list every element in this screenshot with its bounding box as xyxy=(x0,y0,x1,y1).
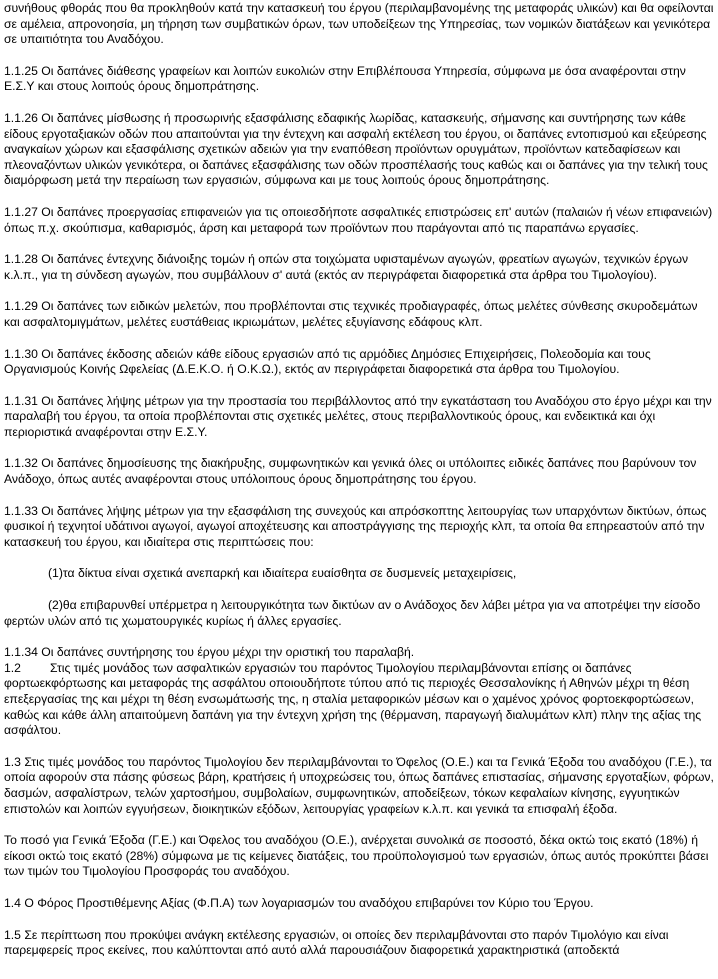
paragraph-1-1-29: 1.1.29 Οι δαπάνες των ειδικών μελετών, που προβλέπονται στις τεχνικές προδιαγραφές, όπως μελέτες σύνθεσης σκυροδεμάτων και ασφαλτομιγμάτων, μελέτες ευστάθειας ικριωμάτων, μελέτες εξυγίανσης εδάφους κλπ. xyxy=(4,299,698,329)
paragraph-1-1-25: 1.1.25 Οι δαπάνες διάθεσης γραφείων και λοιπών ευκολιών στην Επιβλέπουσα Υπηρεσία, σύμφωνα με όσα αναφέρονται στην Ε.Σ.Υ και στους λοιπούς όρους δημοπράτησης. xyxy=(4,63,686,94)
paragraph-1-3: 1.3 Στις τιμές μονάδος του παρόντος Τιμολογίου δεν περιλαμβάνονται το Όφελος (Ο.Ε.) και τα Γενικά Έξοδα του αναδόχου (Γ.Ε.), τα οποία αφορούν στα πάσης φύσεως βάρη, κρατήσεις ή υποχρεώσεις του, όπως δαπάνες επιστασίας, σήμανσης εργοταξίων, φόρων, δασμών, ασφαλίστρων, τελών χαρτοσήμου, συμβολαίων, συμφωνητικών, αποδείξεων, τόκων κεφαλαίων κίνησης, εγγυητικών επιστολών και λοιπών εγγυήσεων, διοικητικών εξόδων, λειτουργίας γραφείων κ.λ.π. και γενικά τα επισφαλή έξοδα. xyxy=(4,754,714,816)
paragraph-1-1-33: 1.1.33 Οι δαπάνες λήψης μέτρων για την εξασφάλιση της συνεχούς και απρόσκοπτης λειτουργίας των υπαρχόντων δικτύων, όπως φυσικοί ή τεχνητοί υδάτινοι αγωγοί, αγωγοί αποχέτευσης και αποστράγγισης της περιοχής κλπ, τα οποία θα επηρεαστούν από την κατασκευή του έργου, και ιδιαίτερα στις περιπτώσεις που: xyxy=(4,503,707,549)
document-page xyxy=(4,1,716,975)
paragraph-1-1-30: 1.1.30 Οι δαπάνες έκδοσης αδειών κάθε είδους εργασιών από τις αρμόδιες Δημόσιες Επιχειρήσεις, Πολεοδομία και τους Οργανισμούς Κοινής Ωφελείας (Δ.Ε.Κ.Ο. ή Ο.Κ.Ω.), εκτός αν περιγράφεται διαφορετικά στα άρθρα του Τιμολογίου. xyxy=(4,346,651,377)
sub-case-1: (1)τα δίκτυα είναι σχετικά ανεπαρκή και ιδιαίτερα ευαίσθητα σε δυσμενείς μεταχειρίσεις, xyxy=(48,566,517,581)
paragraph-1-5: 1.5 Σε περίπτωση που προκύψει ανάγκη εκτέλεσης εργασιών, οι οποίες δεν περιλαμβάνονται στο παρόν Τιμολόγιο και είναι παρεμφερείς προς εκείνες, που καλύπτονται από αυτό αλλά παρουσιάζουν διαφορετικά χαρακτηριστικά (αποδεκτά xyxy=(4,927,669,958)
paragraph-number: 1.2 xyxy=(4,660,21,675)
paragraph-1-2 xyxy=(4,661,716,739)
paragraph-1-1-32: 1.1.32 Οι δαπάνες δημοσίευσης της διακήρυξης, συμφωνητικών και γενικά όλες οι υπόλοιπες ειδικές δαπάνες που βαρύνουν τον Ανάδοχο, όπως αυτές αναφέρονται στους υπόλοιπους όρους δημοπράτησης του έργου. xyxy=(4,456,697,487)
sub-case-2: (2)θα επιβαρυνθεί υπέρμετρα η λειτουργικότητα των δικτύων αν ο Ανάδοχος δεν λάβει μέτρα για να αποτρέψει την είσοδο φερτών υλών από τις χωματουργικές κυρίως ή άλλες εργασίες. xyxy=(4,598,701,628)
paragraph-1-1-31: 1.1.31 Οι δαπάνες λήψης μέτρων για την προστασία του περιβάλλοντος από την εγκατάσταση του Αναδόχου στο έργο μέχρι και την παραλαβή του έργου, τα οποία προβλέπονται στις σχετικές μελέτες, στους περιβαλλοντικούς όρους, και ενδεικτικά και όχι περιοριστικά αναφέρονται στην Ε.Σ.Υ. xyxy=(4,393,712,439)
paragraph-1-3-amount: Το ποσό για Γενικά Έξοδα (Γ.Ε.) και Όφελος του αναδόχου (Ο.Ε.), ανέρχεται συνολικά σε ποσοστό, δέκα οκτώ τοις εκατό (18%) ή είκοσι οκτώ τοις εκατό (28%) σύμφωνα με τις κείμενες διατάξεις, του προϋπολογισμού των εργασιών, όπως αυτός προκύπτει βάσει των τιμών του Τιμολογίου Προσφοράς του αναδόχου. xyxy=(4,833,709,879)
paragraph-1-1-27: 1.1.27 Οι δαπάνες προεργασίας επιφανειών για τις οποιεσδήποτε ασφαλτικές επιστρώσεις επ' αυτών (παλαιών ή νέων επιφανειών) όπως π.χ. σκούπισμα, καθαρισμός, άρση και μεταφορά των προϊόντων που παράγονται από τις παραπάνω εργασίες. xyxy=(4,204,713,235)
paragraph-1-4: 1.4 Ο Φόρος Προστιθέμενης Αξίας (Φ.Π.Α) των λογαριασμών του αναδόχου επιβαρύνει τον Κύριο του Έργου. xyxy=(4,895,594,910)
paragraph-continuation: συνήθους φθοράς που θα προκληθούν κατά την κατασκευή του έργου (περιλαμβανομένης της μεταφοράς υλικών) και θα οφείλονται σε αμέλεια, απρονοησία, μη τήρηση των συμβατικών όρων, των υποδείξεων της Υπηρεσίας, των νομικών διατάξεων και γενικότερα σε υπαιτιότητα του Αναδόχου. xyxy=(4,1,714,47)
paragraph-body: Στις τιμές μονάδος των ασφαλτικών εργασιών του παρόντος Τιμολογίου περιλαμβάνονται επίσης οι δαπάνες φορτωεκφόρτωσης και μεταφοράς της ασφάλτου οποιουδήποτε τύπου από τις περιοχές Θεσσαλονίκης ή Αθηνών μέχρι τη θέση επεξεργασίας της και μέχρι τη θέση ενσωμάτωσής της, η σταλία μεταφορικών μέσων και ο χαμένος χρόνος φορτοεκφορτώσεων, καθώς και κάθε άλλη απαιτούμενη δαπάνη για την έντεχνη χρήση της (θέρμανση, παραγωγή διαλυμάτων κλπ) πλην της αξίας της ασφάλτου. xyxy=(4,660,702,738)
paragraph-1-1-28: 1.1.28 Οι δαπάνες έντεχνης διάνοιξης τομών ή οπών στα τοιχώματα υφισταμένων αγωγών, φρεατίων αγωγών, τεχνικών έργων κ.λ.π., για τη σύνδεση αγωγών, που συμβάλλουν σ' αυτά (εκτός αν περιγράφεται διαφορετικά στα άρθρα του Τιμολογίου). xyxy=(4,252,689,282)
paragraph-1-1-34: 1.1.34 Οι δαπάνες συντήρησης του έργου μέχρι την οριστική του παραλαβή. xyxy=(4,645,415,660)
paragraph-1-1-26: 1.1.26 Οι δαπάνες μίσθωσης ή προσωρινής εξασφάλισης εδαφικής λωρίδας, κατασκευής, σήμανσης και συντήρησης των κάθε είδους εργοταξιακών οδών που απαιτούνται για την έντεχνη και ασφαλή εκτέλεση του έργου, οι δαπάνες εντοπισμού και εξεύρεσης αναγκαίων χώρων και εξασφάλισης σχετικών αδειών για την εναπόθεση προϊόντων ορυγμάτων, προϊόντων κατεδαφίσεων και πλεοναζόντων υλικών γενικότερα, οι δαπάνες εξασφάλισης των οδών προσπέλασής τους καθώς και οι δαπάνες για την τελική τους διαμόρφωση μετά την περαίωση των εργασιών, σύμφωνα και με τους λοιπούς όρους δημοπράτησης. xyxy=(4,110,708,188)
